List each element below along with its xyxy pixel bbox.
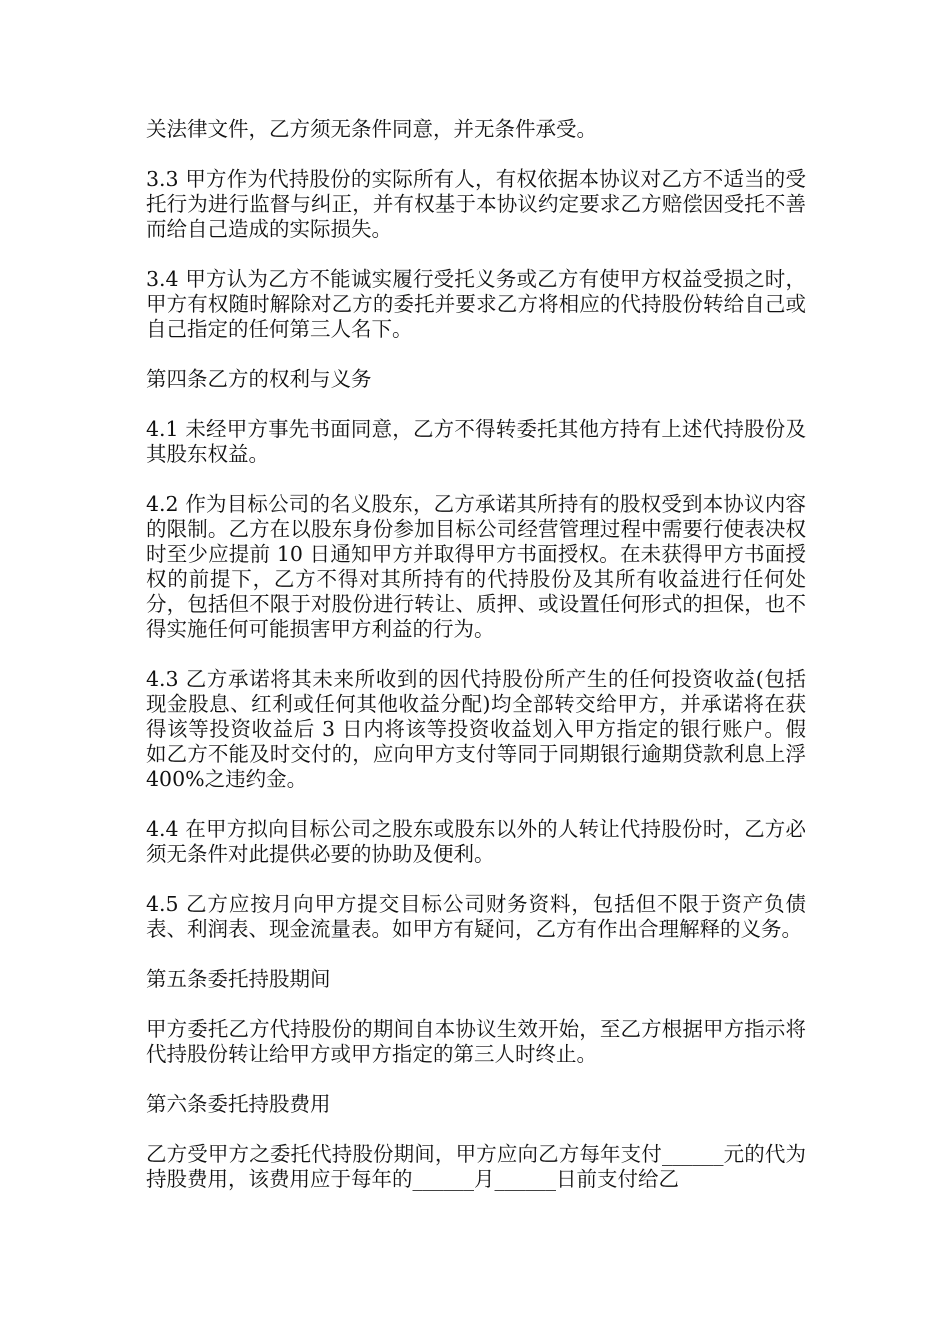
- paragraph-6: 乙方受甲方之委托代持股份期间，甲方应向乙方每年支付______元的代为持股费用，该费用应于每年的______月______日前支付给乙: [146, 1142, 806, 1191]
- paragraph-5: 甲方委托乙方代持股份的期间自本协议生效开始，至乙方根据甲方指示将代持股份转让给甲方或甲方指定的第三人时终止。: [146, 1017, 806, 1066]
- article-5-heading: 第五条委托持股期间: [146, 967, 331, 991]
- paragraph-3-3: 3.3 甲方作为代持股份的实际所有人，有权依据本协议对乙方不适当的受托行为进行监督与纠正，并有权基于本协议约定要求乙方赔偿因受托不善而给自己造成的实际损失。: [146, 167, 806, 241]
- paragraph-4-4: 4.4 在甲方拟向目标公司之股东或股东以外的人转让代持股份时，乙方必须无条件对此提供必要的协助及便利。: [146, 817, 806, 866]
- paragraph-3-4: 3.4 甲方认为乙方不能诚实履行受托义务或乙方有使甲方权益受损之时，甲方有权随时解除对乙方的委托并要求乙方将相应的代持股份转给自己或自己指定的任何第三人名下。: [146, 267, 806, 341]
- article-4-heading: 第四条乙方的权利与义务: [146, 367, 372, 391]
- paragraph-4-5: 4.5 乙方应按月向甲方提交目标公司财务资料，包括但不限于资产负债表、利润表、现金流量表。如甲方有疑问，乙方有作出合理解释的义务。: [146, 892, 806, 941]
- paragraph-3-2-continued: 关法律文件，乙方须无条件同意，并无条件承受。: [146, 117, 597, 141]
- document-page: [146, 117, 806, 1217]
- paragraph-4-1: 4.1 未经甲方事先书面同意，乙方不得转委托其他方持有上述代持股份及其股东权益。: [146, 417, 806, 466]
- paragraph-4-2: 4.2 作为目标公司的名义股东，乙方承诺其所持有的股权受到本协议内容的限制。乙方在以股东身份参加目标公司经营管理过程中需要行使表决权时至少应提前 10 日通知甲方并取得甲方书面授权。在未获得甲方书面授权的前提下，乙方不得对其所持有的代持股份及其所有收益进行任何处分，包括但不限于对股份进行转让、质押、或设置任何形式的担保，也不得实施任何可能损害甲方利益的行为。: [146, 492, 806, 641]
- paragraph-4-3: 4.3 乙方承诺将其未来所收到的因代持股份所产生的任何投资收益(包括现金股息、红利或任何其他收益分配)均全部转交给甲方，并承诺将在获得该等投资收益后 3 日内将该等投资收益划入甲方指定的银行账户。假如乙方不能及时交付的，应向甲方支付等同于同期银行逾期贷款利息上浮 400%之违约金。: [146, 667, 806, 791]
- article-6-heading: 第六条委托持股费用: [146, 1092, 331, 1116]
